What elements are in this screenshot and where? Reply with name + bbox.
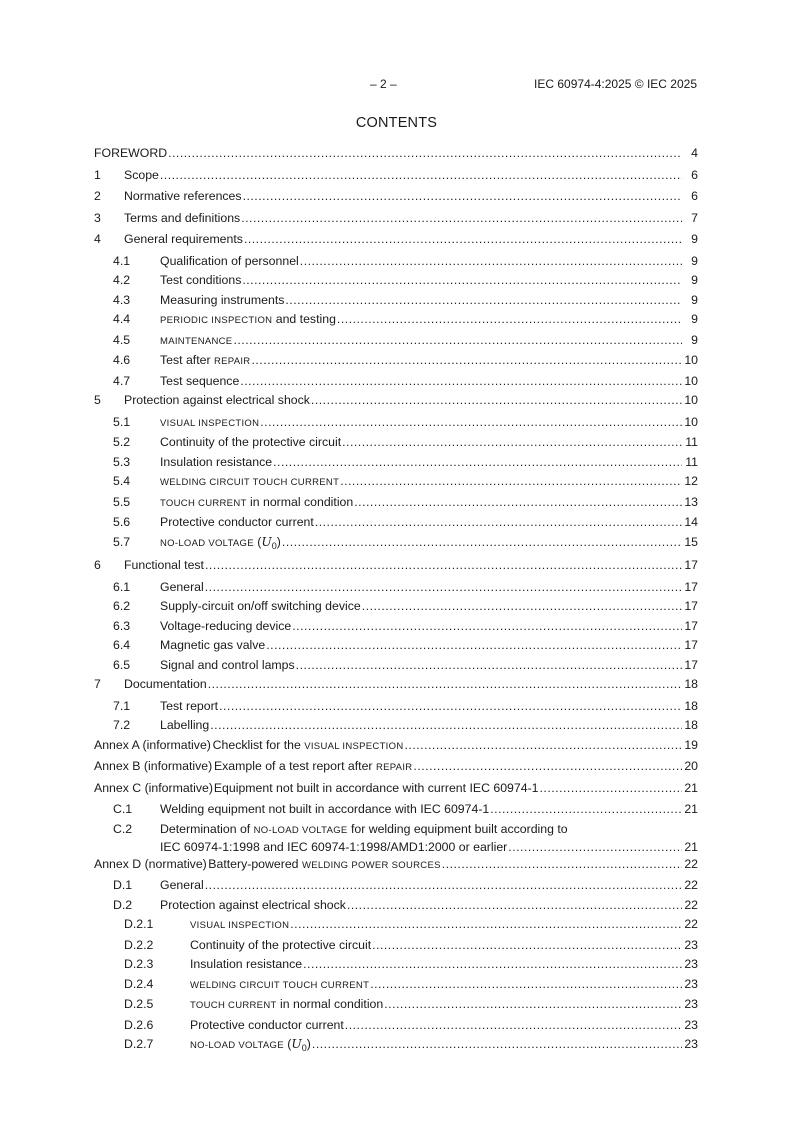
leader-dots (303, 955, 682, 975)
toc-title-smallcaps: PERIODIC INSPECTION (160, 315, 273, 326)
toc-page: 17 (684, 599, 698, 613)
symbol-subscript: 0 (271, 540, 277, 551)
toc-title-smallcaps: NO-LOAD VOLTAGE (253, 824, 348, 836)
toc-page: 9 (691, 273, 698, 287)
toc-page: 18 (684, 677, 698, 691)
toc-entry-3[interactable] (94, 209, 698, 231)
annex-label: Annex D (normative) (94, 856, 207, 871)
toc-page: 17 (684, 618, 698, 633)
toc-num: D.2.6 (124, 1017, 154, 1032)
toc-entry-6-5[interactable] (94, 656, 698, 676)
toc-entry-6-3[interactable] (94, 617, 698, 637)
toc-page: 21 (684, 839, 698, 854)
leader-dots (490, 800, 682, 820)
toc-num: 5.4 (113, 474, 131, 488)
toc-page: 12 (684, 474, 698, 488)
toc-entry-1[interactable] (94, 166, 698, 188)
toc-title: Equipment not built in accordance with current IEC 60974-1 (213, 780, 539, 795)
leader-dots (273, 453, 682, 473)
toc-num: 5.1 (113, 414, 131, 429)
toc-num: 4.7 (113, 373, 131, 388)
toc-title (214, 757, 412, 778)
leader-dots (337, 310, 682, 330)
toc-title: General requirements (124, 232, 243, 246)
toc-num: 4.6 (113, 353, 131, 367)
toc-num: 4.5 (113, 332, 131, 347)
toc-page: 9 (691, 232, 698, 246)
toc-title: Continuity of the protective circuit (160, 435, 342, 449)
toc-title: Supply-circuit on/off switching device (160, 599, 361, 613)
toc-entry-annex-c[interactable] (94, 779, 698, 801)
toc-title: WELDING CIRCUIT TOUCH CURRENT (160, 477, 340, 488)
toc-title: Voltage-reducing device (160, 618, 292, 633)
toc-num: 7.1 (113, 698, 131, 713)
toc-page: 22 (684, 878, 698, 892)
annex-label: Annex C (informative) (94, 780, 213, 795)
leader-dots (347, 896, 682, 916)
toc-title-smallcaps: NO-LOAD VOLTAGE (160, 537, 254, 549)
toc-title-smallcaps: REPAIR (214, 356, 251, 367)
toc-entry-c-2[interactable] (94, 820, 698, 855)
toc-title: Protection against electrical shock (124, 393, 310, 407)
leader-dots (240, 372, 682, 392)
toc-entry-5-4[interactable] (94, 472, 698, 493)
leader-dots (168, 144, 682, 164)
toc-entry-d-2-7[interactable] (94, 1035, 698, 1059)
toc-title: Signal and control lamps (160, 657, 295, 672)
toc-num: D.2 (113, 897, 133, 912)
toc-num: D.2.5 (124, 997, 154, 1011)
leader-dots (315, 513, 682, 533)
toc-num: D.2.1 (124, 917, 154, 931)
leader-dots (413, 757, 682, 777)
toc-title: General (160, 878, 204, 892)
toc-title-text: Battery-powered (208, 856, 302, 871)
toc-num: D.2.2 (124, 937, 154, 952)
toc-entry-foreword[interactable] (94, 144, 698, 166)
leader-dots (251, 351, 682, 371)
toc-page: 23 (684, 1017, 698, 1032)
toc-title-smallcaps: TOUCH CURRENT (160, 497, 247, 509)
toc-title: Labelling (160, 718, 210, 732)
toc-page: 11 (685, 454, 698, 469)
toc-num: 3 (94, 210, 101, 225)
leader-dots (205, 876, 682, 896)
toc-title-line2: IEC 60974-1:1998 and IEC 60974-1:1998/AMD1:2000 or earlier (160, 839, 508, 854)
table-of-contents (94, 144, 698, 1059)
toc-page: 10 (684, 353, 698, 367)
toc-title (160, 493, 353, 514)
toc-page: 21 (684, 802, 698, 816)
leader-dots (508, 839, 682, 855)
toc-title: MAINTENANCE (160, 335, 233, 347)
leader-dots (205, 578, 682, 598)
leader-dots (540, 779, 682, 799)
toc-num: 7 (94, 677, 101, 691)
toc-title-rest: and testing (272, 312, 336, 326)
standard-reference: IEC 60974-4:2025 © IEC 2025 (534, 77, 697, 91)
toc-page: 7 (691, 210, 698, 225)
toc-entry-d-2-4[interactable] (94, 975, 698, 996)
toc-num: 1 (94, 167, 101, 182)
toc-num: 6.4 (113, 638, 131, 652)
symbol-subscript: 0 (301, 1043, 307, 1053)
toc-entry-5-1[interactable] (94, 413, 698, 434)
toc-title-smallcaps: TOUCH CURRENT (190, 1000, 277, 1011)
toc-entry-5-6[interactable] (94, 513, 698, 533)
toc-entry-6-4[interactable] (94, 636, 698, 656)
toc-entry-5-2[interactable] (94, 433, 698, 453)
toc-title: Documentation (124, 677, 207, 691)
toc-num: 6.3 (113, 618, 131, 633)
toc-entry-4-4[interactable] (94, 310, 698, 331)
toc-page: 6 (691, 167, 698, 182)
page-marker: – 2 – (370, 77, 397, 91)
toc-num: 6.2 (113, 599, 131, 613)
toc-num: 5.3 (113, 454, 131, 469)
toc-title-rest: in normal condition (276, 997, 384, 1011)
toc-page: 10 (684, 373, 698, 388)
leader-dots (300, 252, 682, 272)
leader-dots (354, 493, 682, 513)
toc-entry-d-2-5[interactable] (94, 995, 698, 1016)
leader-dots (370, 975, 682, 995)
toc-title: Continuity of the protective circuit (190, 937, 372, 952)
toc-page: 20 (684, 759, 698, 773)
leader-dots (290, 915, 682, 935)
leader-dots (244, 230, 682, 250)
toc-entry-4[interactable] (94, 230, 698, 252)
toc-num: 7.2 (113, 718, 131, 732)
toc-page: 9 (691, 253, 698, 268)
toc-page: 21 (684, 780, 698, 795)
leader-dots (266, 636, 682, 656)
leader-dots (384, 995, 682, 1015)
toc-num: D.1 (113, 878, 133, 892)
toc-num: 4.4 (113, 312, 131, 326)
toc-page: 19 (684, 737, 698, 752)
toc-entry-4-7[interactable] (94, 372, 698, 392)
toc-page: 9 (691, 312, 698, 326)
toc-title-rest: in normal condition (246, 494, 354, 509)
toc-page: 22 (684, 917, 698, 931)
leader-dots (404, 736, 682, 756)
toc-title: Normative references (124, 189, 242, 203)
leader-dots (312, 1035, 682, 1055)
toc-num: 5 (94, 393, 101, 407)
leader-dots (372, 936, 682, 956)
toc-entry-annex-d[interactable] (94, 855, 698, 877)
leader-dots (296, 656, 682, 676)
toc-title (160, 310, 336, 331)
leader-dots (292, 617, 682, 637)
toc-page: 6 (691, 189, 698, 203)
toc-entry-7[interactable] (94, 675, 698, 697)
toc-title: Insulation resistance (190, 957, 303, 971)
leader-dots (242, 271, 682, 291)
toc-title: General (160, 579, 204, 594)
toc-title-text: Example of a test report after (213, 759, 376, 773)
toc-entry-4-6[interactable] (94, 351, 698, 372)
toc-page: 9 (691, 292, 698, 307)
toc-page: 18 (684, 698, 698, 713)
toc-title: Protective conductor current (160, 515, 314, 529)
toc-num: 5.6 (113, 515, 131, 529)
toc-page: 10 (684, 414, 698, 429)
toc-num: C.1 (113, 802, 133, 816)
toc-num: 4.1 (113, 253, 131, 268)
toc-page: 9 (691, 332, 698, 347)
toc-title: Scope (124, 167, 159, 182)
leader-dots (282, 533, 682, 553)
toc-page: 22 (684, 856, 698, 871)
toc-num: 6.1 (113, 579, 131, 594)
toc-page: 17 (684, 638, 698, 652)
toc-title: NO-LOAD VOLTAGE $(U_0)$ (160, 534, 281, 551)
toc-title-text: Test after (160, 353, 214, 367)
leader-dots (260, 413, 682, 433)
toc-entry-4-5[interactable] (94, 331, 698, 352)
toc-entry-5-3[interactable] (94, 453, 698, 473)
leader-dots (340, 472, 682, 492)
leader-dots (210, 716, 682, 736)
leader-dots (285, 291, 682, 311)
toc-entry-4-3[interactable] (94, 291, 698, 311)
toc-title: Protective conductor current (190, 1017, 344, 1032)
toc-page: 17 (684, 558, 698, 572)
toc-page: 17 (684, 579, 698, 594)
toc-title: Functional test (124, 558, 204, 572)
toc-title: Terms and definitions (124, 210, 241, 225)
toc-entry-7-1[interactable] (94, 697, 698, 717)
toc-page: 4 (691, 146, 698, 160)
toc-title: Insulation resistance (160, 454, 273, 469)
annex-label: Annex B (informative) (94, 759, 213, 773)
toc-num: C.2 (113, 821, 133, 836)
leader-dots (362, 597, 682, 617)
annex-label: Annex A (informative) (94, 737, 211, 752)
toc-num: 5.7 (113, 534, 131, 549)
toc-num: 4 (94, 232, 101, 246)
leader-dots (243, 187, 682, 207)
leader-dots (442, 855, 682, 875)
toc-entry-5-5[interactable] (94, 493, 698, 514)
leader-dots (241, 209, 682, 229)
toc-num: 6.5 (113, 657, 131, 672)
toc-entry-4-1[interactable] (94, 252, 698, 272)
toc-page: 13 (684, 494, 698, 509)
toc-title-smallcaps: WELDING POWER SOURCES (301, 859, 441, 871)
toc-entry-4-2[interactable] (94, 271, 698, 291)
toc-entry-annex-b[interactable] (94, 757, 698, 779)
toc-title: Protection against electrical shock (160, 897, 346, 912)
leader-dots (219, 697, 682, 717)
toc-title: Test conditions (160, 273, 242, 287)
leader-dots (311, 391, 682, 411)
toc-num: 4.3 (113, 292, 131, 307)
toc-title (160, 351, 250, 372)
toc-title-smallcaps: REPAIR (375, 762, 413, 773)
toc-title-smallcaps: VISUAL INSPECTION (304, 740, 404, 752)
toc-entry-6-1[interactable] (94, 578, 698, 598)
toc-page: 23 (684, 997, 698, 1011)
toc-page: 23 (684, 957, 698, 971)
toc-page: 14 (684, 515, 698, 529)
toc-title-text: for welding equipment built according to (347, 821, 568, 836)
toc-title-text: Checklist for the (212, 737, 305, 752)
toc-title-smallcaps: NO-LOAD VOLTAGE (190, 1040, 284, 1051)
toc-num: D.2.7 (124, 1037, 154, 1051)
leader-dots (345, 1016, 682, 1036)
toc-num: 4.2 (113, 273, 131, 287)
toc-page: 10 (684, 393, 698, 407)
toc-title: NO-LOAD VOLTAGE $(U_0)$ (190, 1037, 311, 1053)
toc-entry-d-2-1[interactable] (94, 915, 698, 936)
toc-title: VISUAL INSPECTION (190, 920, 290, 931)
toc-title: Magnetic gas valve (160, 638, 266, 652)
toc-title: Qualification of personnel (160, 253, 299, 268)
toc-page: 22 (684, 897, 698, 912)
toc-page: 23 (684, 937, 698, 952)
toc-num: 2 (94, 189, 101, 203)
toc-page: 18 (684, 718, 698, 732)
toc-page: 23 (684, 976, 698, 991)
toc-entry-5[interactable] (94, 391, 698, 413)
toc-entry-d-2-6[interactable] (94, 1016, 698, 1036)
toc-title-text: Determination of (160, 821, 254, 836)
toc-title (190, 995, 383, 1016)
toc-entry-7-2[interactable] (94, 716, 698, 736)
toc-entry-d-2[interactable] (94, 896, 698, 916)
toc-num: 5.2 (113, 435, 131, 449)
leader-dots (233, 331, 682, 351)
toc-title: Test report (160, 698, 219, 713)
toc-entry-d-1[interactable] (94, 876, 698, 896)
toc-title: FOREWORD (94, 146, 168, 160)
leader-dots (160, 166, 682, 186)
toc-entry-d-2-3[interactable] (94, 955, 698, 975)
toc-title (213, 736, 404, 757)
toc-entry-6[interactable] (94, 556, 698, 578)
toc-title: WELDING CIRCUIT TOUCH CURRENT (190, 979, 370, 991)
symbol-u: U (261, 534, 272, 549)
toc-entry-5-7[interactable] (94, 533, 698, 557)
toc-entry-annex-a[interactable] (94, 736, 698, 758)
toc-entry-c-1[interactable] (94, 800, 698, 820)
toc-num: D.2.4 (124, 976, 154, 991)
toc-title: Welding equipment not built in accordance with IEC 60974-1 (160, 802, 490, 816)
toc-page: 17 (684, 657, 698, 672)
toc-title: VISUAL INSPECTION (160, 417, 260, 429)
toc-title: Test sequence (160, 373, 240, 388)
toc-page: 15 (684, 534, 698, 549)
leader-dots (205, 556, 682, 576)
leader-dots (342, 433, 682, 453)
toc-title-line1 (160, 821, 568, 839)
toc-num: 6 (94, 558, 101, 572)
toc-page: 11 (685, 435, 698, 449)
toc-title: Measuring instruments (160, 292, 285, 307)
leader-dots (208, 675, 682, 695)
toc-title (208, 855, 440, 876)
toc-page: 23 (684, 1037, 698, 1051)
page-title: CONTENTS (355, 115, 438, 131)
toc-num: D.2.3 (124, 957, 154, 971)
toc-num: 5.5 (113, 494, 131, 509)
toc-entry-d-2-2[interactable] (94, 936, 698, 956)
toc-entry-2[interactable] (94, 187, 698, 209)
symbol-u: U (291, 1037, 302, 1051)
toc-entry-6-2[interactable] (94, 597, 698, 617)
